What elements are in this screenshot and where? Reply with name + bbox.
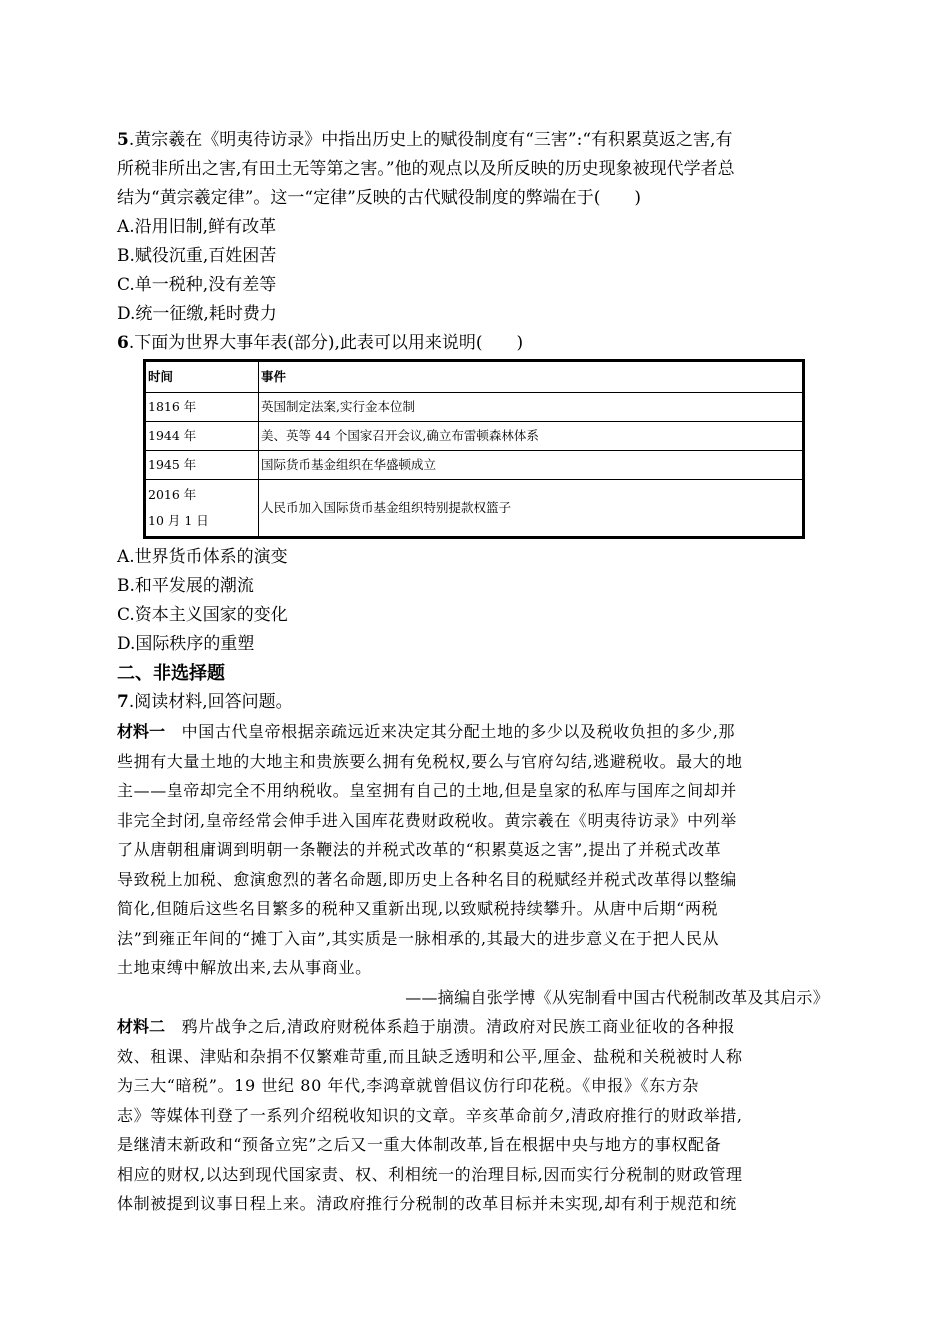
material-1 — [117, 717, 829, 983]
question-5 — [117, 126, 829, 329]
question-5-line-1: 5.黄宗羲在《明夷待访录》中指出历史上的赋役制度有“三害”:“有积累莫返之害,有 — [117, 130, 733, 150]
question-6 — [117, 329, 829, 659]
material-1-line: 材料一 中国古代皇帝根据亲疏远近来决定其分配土地的多少以及税收负担的多少,那 — [117, 722, 736, 741]
row-time: 1945 年 — [145, 451, 259, 480]
row-time: 1944 年 — [145, 422, 259, 451]
table-row — [145, 393, 804, 422]
question-5-line-2: 所税非所出之害,有田土无等第之害。”他的观点以及所反映的历史现象被现代学者总 — [117, 159, 735, 179]
material-1-line: 法”到雍正年间的“摊丁入亩”,其实质是一脉相承的,其最大的进步意义在于把人民从 — [117, 928, 720, 948]
question-5-option-c[interactable]: C.单一税种,没有差等 — [117, 275, 277, 295]
material-2-label: 材料二 — [117, 1017, 166, 1036]
material-2-line: 志》等媒体刊登了一系列介绍税收知识的文章。辛亥革命前夕,清政府推行的财政举措, — [117, 1105, 743, 1125]
question-6-option-c[interactable]: C.资本主义国家的变化 — [117, 605, 288, 625]
question-7 — [117, 688, 829, 1219]
material-1-line: 主——皇帝却完全不用纳税收。皇室拥有自己的土地,但是皇家的私库与国库之间却并 — [117, 781, 737, 800]
page-content — [117, 126, 829, 1219]
question-7-number: 7 — [117, 692, 129, 712]
material-1-label: 材料一 — [117, 722, 166, 741]
question-6-stem: 6.下面为世界大事年表(部分),此表可以用来说明( ) — [117, 333, 524, 353]
table-row — [145, 480, 804, 538]
question-5-number: 5 — [117, 130, 129, 150]
material-2-line: 相应的财权,以达到现代国家责、权、利相统一的治理目标,因而实行分税制的财政管理 — [117, 1164, 743, 1184]
row-event: 国际货币基金组织在华盛顿成立 — [259, 451, 804, 480]
row-event: 人民币加入国际货币基金组织特别提款权篮子 — [259, 480, 804, 538]
question-6-option-d[interactable]: D.国际秩序的重塑 — [117, 634, 255, 654]
material-1-line: 导致税上加税、愈演愈烈的著名命题,即历史上各种名目的税赋经并税式改革得以整编 — [117, 869, 737, 889]
material-2 — [117, 1012, 829, 1219]
row-time: 1816 年 — [145, 393, 259, 422]
material-2-line: 效、租课、津贴和杂捐不仅繁难苛重,而且缺乏透明和公平,厘金、盐税和关税被时人称 — [117, 1046, 743, 1066]
section-title: 二、非选择题 — [117, 663, 225, 684]
table-row — [145, 422, 804, 451]
row-time: 2016 年 10 月 1 日 — [145, 480, 259, 538]
row-event: 英国制定法案,实行金本位制 — [259, 393, 804, 422]
material-2-line: 是继清末新政和“预备立宪”之后又一重大体制改革,旨在根据中央与地方的事权配备 — [117, 1135, 722, 1154]
question-5-option-d[interactable]: D.统一征缴,耗时费力 — [117, 304, 277, 324]
material-2-line: 为三大“暗税”。19 世纪 80 年代,李鸿章就曾倡议仿行印花税。《申报》《东方杂 — [117, 1076, 700, 1095]
material-2-line: 材料二 鸦片战争之后,清政府财税体系趋于崩溃。清政府对民族工商业征收的各种报 — [117, 1017, 736, 1036]
question-6-option-b[interactable]: B.和平发展的潮流 — [117, 576, 254, 596]
material-1-source: ——摘编自张学博《从宪制看中国古代税制改革及其启示》 — [405, 987, 829, 1007]
material-1-line: 了从唐朝租庸调到明朝一条鞭法的并税式改革的“积累莫返之害”,提出了并税式改革 — [117, 840, 722, 859]
header-event: 事件 — [259, 361, 804, 393]
question-6-number: 6 — [117, 333, 129, 353]
row-event: 美、英等 44 个国家召开会议,确立布雷顿森林体系 — [259, 422, 804, 451]
question-5-line-3: 结为“黄宗羲定律”。这一“定律”反映的古代赋役制度的弊端在于( ) — [117, 188, 642, 208]
material-2-line: 体制被提到议事日程上来。清政府推行分税制的改革目标并未实现,却有利于规范和统 — [117, 1194, 737, 1213]
material-1-line: 非完全封闭,皇帝经常会伸手进入国库花费财政税收。黄宗羲在《明夷待访录》中列举 — [117, 810, 737, 830]
question-5-option-a[interactable]: A.沿用旧制,鲜有改革 — [117, 217, 277, 237]
material-1-line: 些拥有大量土地的大地主和贵族要么拥有免税权,要么与官府勾结,逃避税收。最大的地 — [117, 751, 743, 771]
question-6-option-a[interactable]: A.世界货币体系的演变 — [117, 547, 288, 567]
material-1-line: 土地束缚中解放出来,去从事商业。 — [117, 958, 372, 977]
table-row — [145, 451, 804, 480]
material-1-line: 简化,但随后这些名目繁多的税种又重新出现,以致赋税持续攀升。从唐中后期“两税 — [117, 899, 719, 918]
question-7-stem: 7.阅读材料,回答问题。 — [117, 692, 293, 712]
events-table-header — [145, 361, 804, 393]
events-table — [143, 359, 805, 539]
question-5-option-b[interactable]: B.赋役沉重,百姓困苦 — [117, 246, 277, 266]
header-time: 时间 — [145, 361, 259, 393]
